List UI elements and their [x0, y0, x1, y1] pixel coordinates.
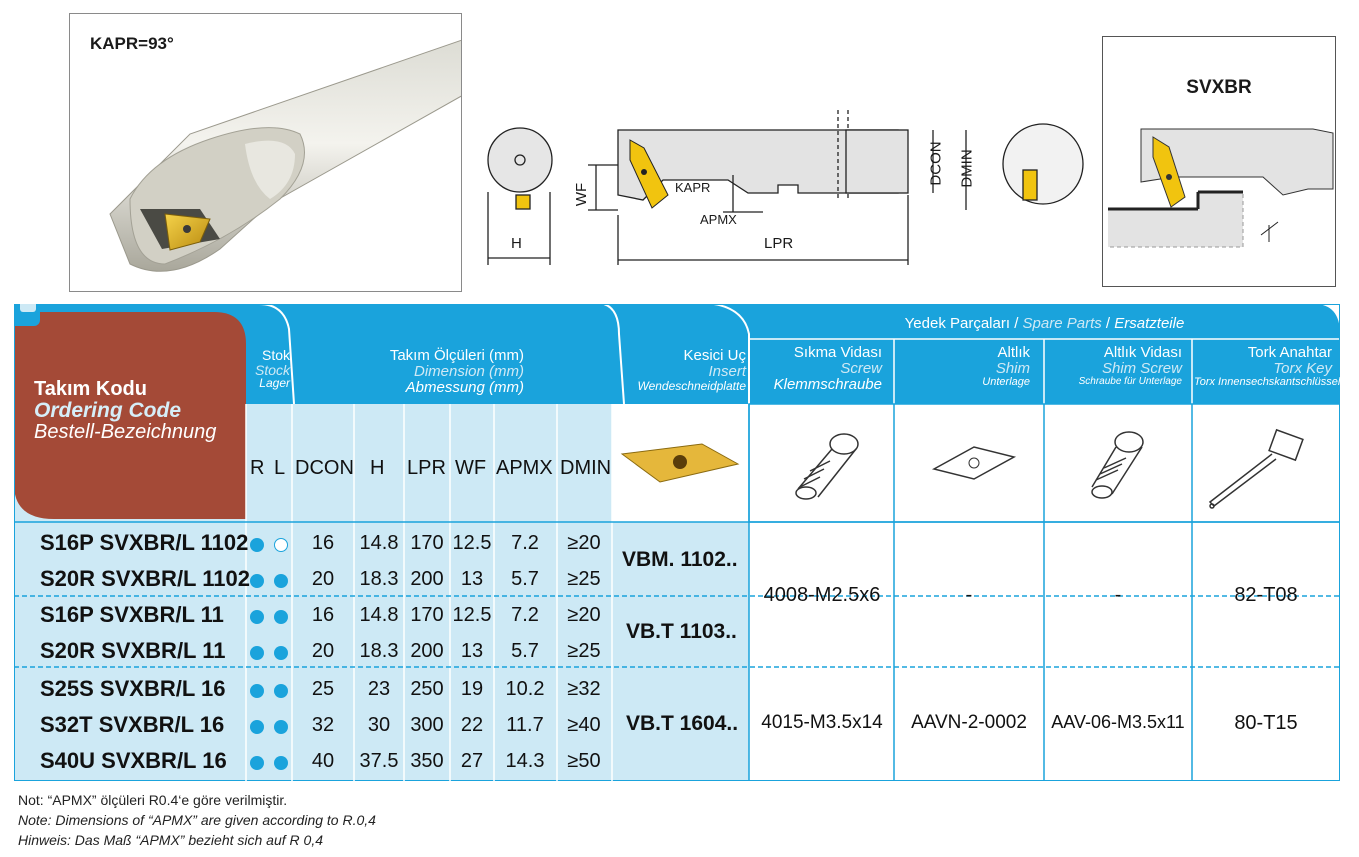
screw-part: 4015-M3.5x14	[761, 712, 883, 733]
screw-tr: Sıkma Vidası	[793, 344, 882, 361]
torx-key-en: Torx Key	[1273, 359, 1332, 377]
cell-h: 18.3	[359, 640, 399, 662]
svxbr-diagram-svg	[1103, 37, 1337, 288]
col-h: H	[370, 457, 385, 479]
shim-de: Unterlage	[982, 375, 1030, 388]
stock-de: Lager	[259, 376, 290, 391]
screw-icon	[774, 419, 874, 509]
shim-screw-tr: Altlık Vidası	[1103, 344, 1182, 361]
cell-dcon: 40	[311, 750, 335, 772]
shim-screw-part: AAV-06-M3.5x11	[1051, 712, 1185, 732]
insert-header	[622, 348, 746, 392]
stock-l-dot	[274, 684, 288, 698]
cell-wf: 22	[460, 714, 484, 736]
insert-code: VB.T 1103..	[626, 620, 737, 643]
torx-key-tr: Tork Anahtar	[1247, 344, 1332, 361]
col-lpr: LPR	[407, 457, 446, 479]
row-code: S16P SVXBR/L 1102	[40, 530, 249, 555]
insert-tr: Kesici Uç	[683, 347, 746, 364]
screw-part: 4008-M2.5x6	[763, 584, 881, 606]
spare-parts-sep2: /	[1101, 315, 1115, 332]
cell-dcon: 16	[311, 604, 335, 626]
dimensions-de: Abmessung (mm)	[405, 378, 524, 396]
stock-r-dot	[250, 646, 264, 660]
shim-screw-header	[1048, 345, 1182, 387]
ordering-code-de: Bestell-Bezeichnung	[34, 421, 217, 444]
row-code: S25S SVXBR/L 16	[40, 676, 226, 701]
col-l: L	[274, 457, 286, 479]
col-apmx: APMX	[496, 457, 553, 479]
screw-de: Klemmschraube	[773, 375, 882, 393]
cell-wf: 27	[460, 750, 484, 772]
stock-l-dot	[274, 574, 288, 588]
insert-code: VBM. 1102..	[622, 548, 738, 571]
row-code: S20R SVXBR/L 11	[40, 638, 226, 663]
cell-dcon: 32	[311, 714, 335, 736]
dimension-drawing	[478, 100, 1088, 280]
spare-parts-tr: Yedek Parçaları	[904, 315, 1011, 332]
col-dmin: DMIN	[560, 457, 612, 479]
insert-code: VB.T 1604..	[626, 712, 739, 735]
torx-key-header	[1194, 344, 1341, 388]
row-code: S40U SVXBR/L 16	[40, 748, 227, 773]
torx-key-part: 80-T15	[1234, 712, 1298, 734]
cell-apmx: 7.2	[511, 604, 539, 626]
cell-apmx: 14.3	[505, 750, 545, 772]
stock-l-dot	[274, 756, 288, 770]
boring-bar-image	[70, 14, 462, 292]
stock-r-dot	[250, 574, 264, 588]
row-code: S20R SVXBR/L 1102	[40, 566, 250, 591]
kapr-dim-label: KAPR	[675, 180, 711, 195]
shim-screw-icon	[1074, 422, 1164, 512]
cell-dmin: ≥20	[567, 604, 601, 626]
cell-wf: 12.5	[452, 532, 492, 554]
cell-lpr: 350	[410, 750, 444, 772]
shim-screw-en: Shim Screw	[1101, 359, 1182, 377]
dmin-label: DMIN	[958, 149, 976, 188]
cell-wf: 13	[460, 568, 484, 590]
cell-dcon: 16	[311, 532, 335, 554]
row-code: S16P SVXBR/L 11	[40, 602, 224, 627]
cell-apmx: 10.2	[505, 678, 545, 700]
shim-part: -	[965, 584, 973, 606]
shim-screw-de: Schraube für Unterlage	[1078, 375, 1182, 387]
spare-parts-sep1: /	[1010, 315, 1023, 332]
spare-parts-en: Spare Parts	[1022, 315, 1102, 332]
spare-parts-header	[749, 316, 1340, 332]
note-de: Hinweis: Das Maß “APMX” bezieht sich auf R 0,4	[18, 832, 323, 848]
torx-key-icon	[1202, 424, 1322, 519]
torx-key-part: 82-T08	[1234, 584, 1298, 606]
cell-lpr: 200	[410, 640, 444, 662]
cell-h: 37.5	[359, 750, 399, 772]
cell-lpr: 200	[410, 568, 444, 590]
cell-apmx: 7.2	[511, 532, 539, 554]
cell-dcon: 20	[311, 640, 335, 662]
col-wf: WF	[455, 457, 487, 479]
dcon-label: DCON	[927, 141, 945, 186]
cell-apmx: 5.7	[511, 568, 539, 590]
cell-h: 30	[367, 714, 391, 736]
ordering-code-tr: Takım Kodu	[34, 378, 147, 400]
note-en: Note: Dimensions of “APMX” are given according to R.0,4	[18, 812, 376, 828]
cell-h: 23	[367, 678, 391, 700]
col-dcon: DCON	[295, 457, 354, 479]
cell-dmin: ≥20	[567, 532, 601, 554]
ordering-code-en: Ordering Code	[34, 399, 182, 422]
stock-r-dot	[250, 720, 264, 734]
tool-photo	[69, 13, 462, 292]
cell-dcon: 20	[311, 568, 335, 590]
insert-en: Insert	[708, 362, 746, 380]
ordering-code-header	[34, 379, 216, 443]
stock-tr: Stok	[261, 347, 290, 363]
cell-h: 18.3	[359, 568, 399, 590]
dimensions-en: Dimension (mm)	[413, 362, 524, 380]
torx-key-de: Torx Innensechskantschlüssel	[1194, 375, 1341, 388]
screw-en: Screw	[840, 359, 882, 377]
stock-l-dot	[274, 538, 288, 552]
cell-lpr: 300	[410, 714, 444, 736]
dimensions-tr: Takım Ölçüleri (mm)	[389, 347, 524, 364]
shim-icon	[924, 439, 1024, 489]
cell-lpr: 250	[410, 678, 444, 700]
cell-apmx: 5.7	[511, 640, 539, 662]
cell-h: 14.8	[359, 532, 399, 554]
insert-de: Wendeschneidplatte	[637, 378, 746, 393]
stock-r-dot	[250, 756, 264, 770]
stock-header	[250, 348, 290, 390]
cell-dmin: ≥50	[567, 750, 601, 772]
cell-apmx: 11.7	[506, 714, 544, 736]
stock-r-dot	[250, 684, 264, 698]
stock-l-dot	[274, 610, 288, 624]
svxbr-title: SVXBR	[1186, 77, 1252, 98]
screw-header	[754, 345, 882, 392]
cell-dcon: 25	[311, 678, 335, 700]
cell-lpr: 170	[410, 604, 444, 626]
insert-icon	[614, 434, 744, 494]
shim-en: Shim	[995, 359, 1030, 377]
shim-header	[900, 345, 1030, 388]
cell-dmin: ≥25	[567, 568, 601, 590]
shim-part: AAVN-2-0002	[911, 712, 1027, 733]
dimensions-header	[354, 348, 524, 395]
spare-parts-de: Ersatzteile	[1114, 315, 1185, 332]
note-tr: Not: “APMX” ölçüleri R0.4‘e göre verilmiştir.	[18, 792, 288, 808]
h-label: H	[511, 235, 522, 252]
apmx-dim-label: APMX	[700, 212, 737, 227]
wf-label: WF	[573, 182, 591, 207]
stock-r-dot	[250, 538, 264, 552]
cell-wf: 12.5	[452, 604, 492, 626]
svxbr-diagram	[1102, 36, 1336, 287]
cell-dmin: ≥25	[567, 640, 601, 662]
lpr-label: LPR	[764, 235, 794, 252]
ordering-table	[14, 304, 1340, 781]
kapr-label: KAPR=93°	[90, 34, 174, 53]
cell-dmin: ≥40	[567, 714, 601, 736]
stock-r-dot	[250, 610, 264, 624]
cell-lpr: 170	[410, 532, 444, 554]
shim-tr: Altlık	[997, 344, 1030, 361]
cell-dmin: ≥32	[567, 678, 601, 700]
row-code: S32T SVXBR/L 16	[40, 712, 225, 737]
stock-en: Stock	[254, 361, 290, 378]
stock-l-dot	[274, 646, 288, 660]
shim-screw-part: -	[1114, 584, 1122, 606]
dimension-drawing-svg	[478, 100, 1088, 280]
stock-l-dot	[274, 720, 288, 734]
cell-wf: 13	[460, 640, 484, 662]
col-r: R	[250, 457, 265, 479]
cell-wf: 19	[460, 678, 484, 700]
cell-h: 14.8	[359, 604, 399, 626]
